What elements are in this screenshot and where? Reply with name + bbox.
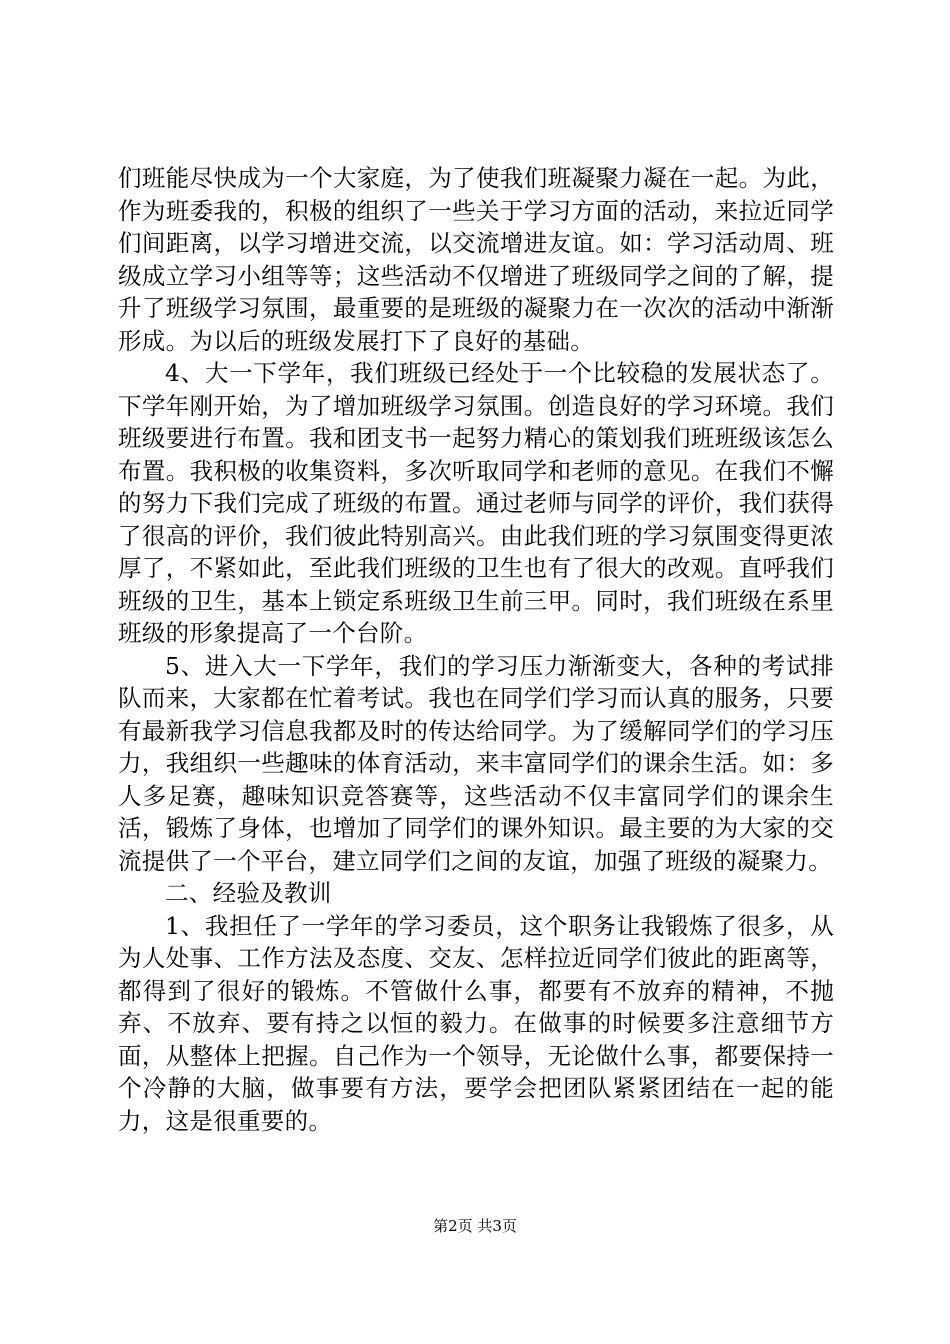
paragraph-experience-1: 1、我担任了一学年的学习委员，这个职务让我锻炼了很多，从为人处事、工作方法及态度、交友、怎样拉近同学们彼此的距离等，都得到了很好的锻炼。不管做什么事，都要有不放弃的精神，不抛弃、不放弃、要有持之以恒的毅力。在做事的时候要多注意细节方面，从整体上把握。自己作为一个领导，无论做什么事，都要保持一个冷静的大脑，做事要有方法，要学会把团队紧紧团结在一起的能力，这是很重要的。 [118,911,834,1135]
paragraph-item-5: 5、进入大一下学年，我们的学习压力渐渐变大，各种的考试排队而来，大家都在忙着考试。我也在同学们学习而认真的服务，只要有最新我学习信息我都及时的传达给同学。为了缓解同学们的学习压力，我组织一些趣味的体育活动，来丰富同学们的课余生活。如：多人多足赛，趣味知识竞答赛等，这些活动不仅丰富同学们的课余生活，锻炼了身体，也增加了同学们的课外知识。最主要的为大家的交流提供了一个平台，建立同学们之间的友谊，加强了班级的凝聚力。 [118,651,834,875]
section-heading-experience: 二、经验及教训 [165,879,332,907]
paragraph-item-4: 4、大一下学年，我们班级已经处于一个比较稳的发展状态了。下学年刚开始，为了增加班级学习氛围。创造良好的学习环境。我们班级要进行布置。我和团支书一起努力精心的策划我们班班级该怎么布置。我积极的收集资料，多次听取同学和老师的意见。在我们不懈的努力下我们完成了班级的布置。通过老师与同学的评价，我们获得了很高的评价，我们彼此特别高兴。由此我们班的学习氛围变得更浓厚了，不紧如此，至此我们班级的卫生也有了很大的改观。直呼我们班级的卫生，基本上锁定系班级卫生前三甲。同时，我们班级在系里班级的形象提高了一个台阶。 [118,359,834,647]
document-body [118,162,834,1137]
paragraph-continued: 们班能尽快成为一个大家庭，为了使我们班凝聚力凝在一起。为此，作为班委我的，积极的组织了一些关于学习方面的活动，来拉近同学们间距离，以学习增进交流，以交流增进友谊。如：学习活动周、班级成立学习小组等等；这些活动不仅增进了班级同学之间的了解，提升了班级学习氛围，最重要的是班级的凝聚力在一次次的活动中渐渐形成。为以后的班级发展打下了良好的基础。 [118,164,834,355]
page-number-footer: 第2页 共3页 [433,1217,517,1235]
